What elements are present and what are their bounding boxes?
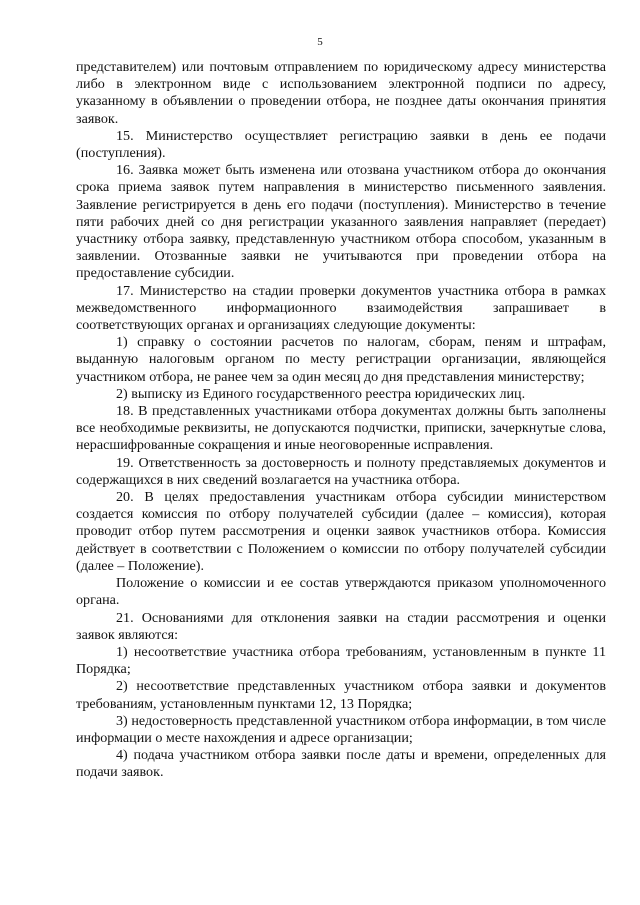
paragraph-17-item-1: 1) справку о состоянии расчетов по налогам, сборам, пеням и штрафам, выданную налоговым органом по месту регистрации организации, являющейся участником отбора, не ранее чем за один месяц до дня представления министерству; xyxy=(76,334,606,385)
paragraph-21-item-1: 1) несоответствие участника отбора требованиям, установленным в пункте 11 Порядка; xyxy=(76,643,606,678)
paragraph-21-item-2: 2) несоответствие представленных участником отбора заявки и документов требованиям, установленным пунктами 12, 13 Порядка; xyxy=(76,678,606,712)
paragraph-21-item-3: 3) недостоверность представленной участником отбора информации, в том числе информации о месте нахождения и адресе организации; xyxy=(76,712,606,746)
paragraph-15: 15. Министерство осуществляет регистрацию заявки в день ее подачи (поступления). xyxy=(76,127,606,162)
paragraph-21-item-4: 4) подача участником отбора заявки после даты и времени, определенных для подачи заявок. xyxy=(76,747,606,781)
paragraph-16: 16. Заявка может быть изменена или отозвана участником отбора до окончания срока приема заявок путем направления в министерство письменного заявления. Заявление регистрируется в день его подачи (поступления). Министерство в течение пяти рабочих дней со дня регистрации указанного заявления направляет (передает) участнику отбора заявку, представленную участником отбора способом, указанным в заявлении. Отозванные заявки не учитываются при проведении отбора на предоставление субсидии. xyxy=(76,162,606,282)
paragraph-17-item-2: 2) выписку из Единого государственного реестра юридических лиц. xyxy=(116,385,526,402)
paragraph-20: 20. В целях предоставления участникам отбора субсидии министерством создается комиссия по отбору получателей субсидии (далее – комиссия), которая проводит отбор путем рассмотрения и оценки заявок участников отбора. Комиссия действует в соответствии с Положением о комиссии по отбору получателей субсидии (далее – Положение). xyxy=(76,489,606,574)
paragraph-21: 21. Основаниями для отклонения заявки на стадии рассмотрения и оценки заявок являются: xyxy=(76,609,606,643)
paragraph-18: 18. В представленных участниками отбора документах должны быть заполнены все необходимые реквизиты, не допускаются подчистки, приписки, зачеркнутые слова, нерасшифрованные сокращения и иные неоговоренные исправления. xyxy=(76,403,606,454)
paragraph-17: 17. Министерство на стадии проверки документов участника отбора в рамках межведомственного информационного взаимодействия запрашивает в соответствующих органах и организациях следующие документы: xyxy=(76,282,606,334)
paragraph-20-commission-approval: Положение о комиссии и ее состав утверждаются приказом уполномоченного органа. xyxy=(76,575,606,609)
paragraph-continuation: представителем) или почтовым отправлением по юридическому адресу министерства либо в электронном виде с использованием электронной подписи по адресу, указанному в объявлении о проведении отбора, не позднее даты окончания принятия заявок. xyxy=(76,59,606,127)
page-number: 5 xyxy=(317,36,323,48)
paragraph-19: 19. Ответственность за достоверность и полноту представляемых документов и содержащихся в них сведений возлагается на участника отбора. xyxy=(76,454,606,488)
document-body xyxy=(76,59,606,782)
